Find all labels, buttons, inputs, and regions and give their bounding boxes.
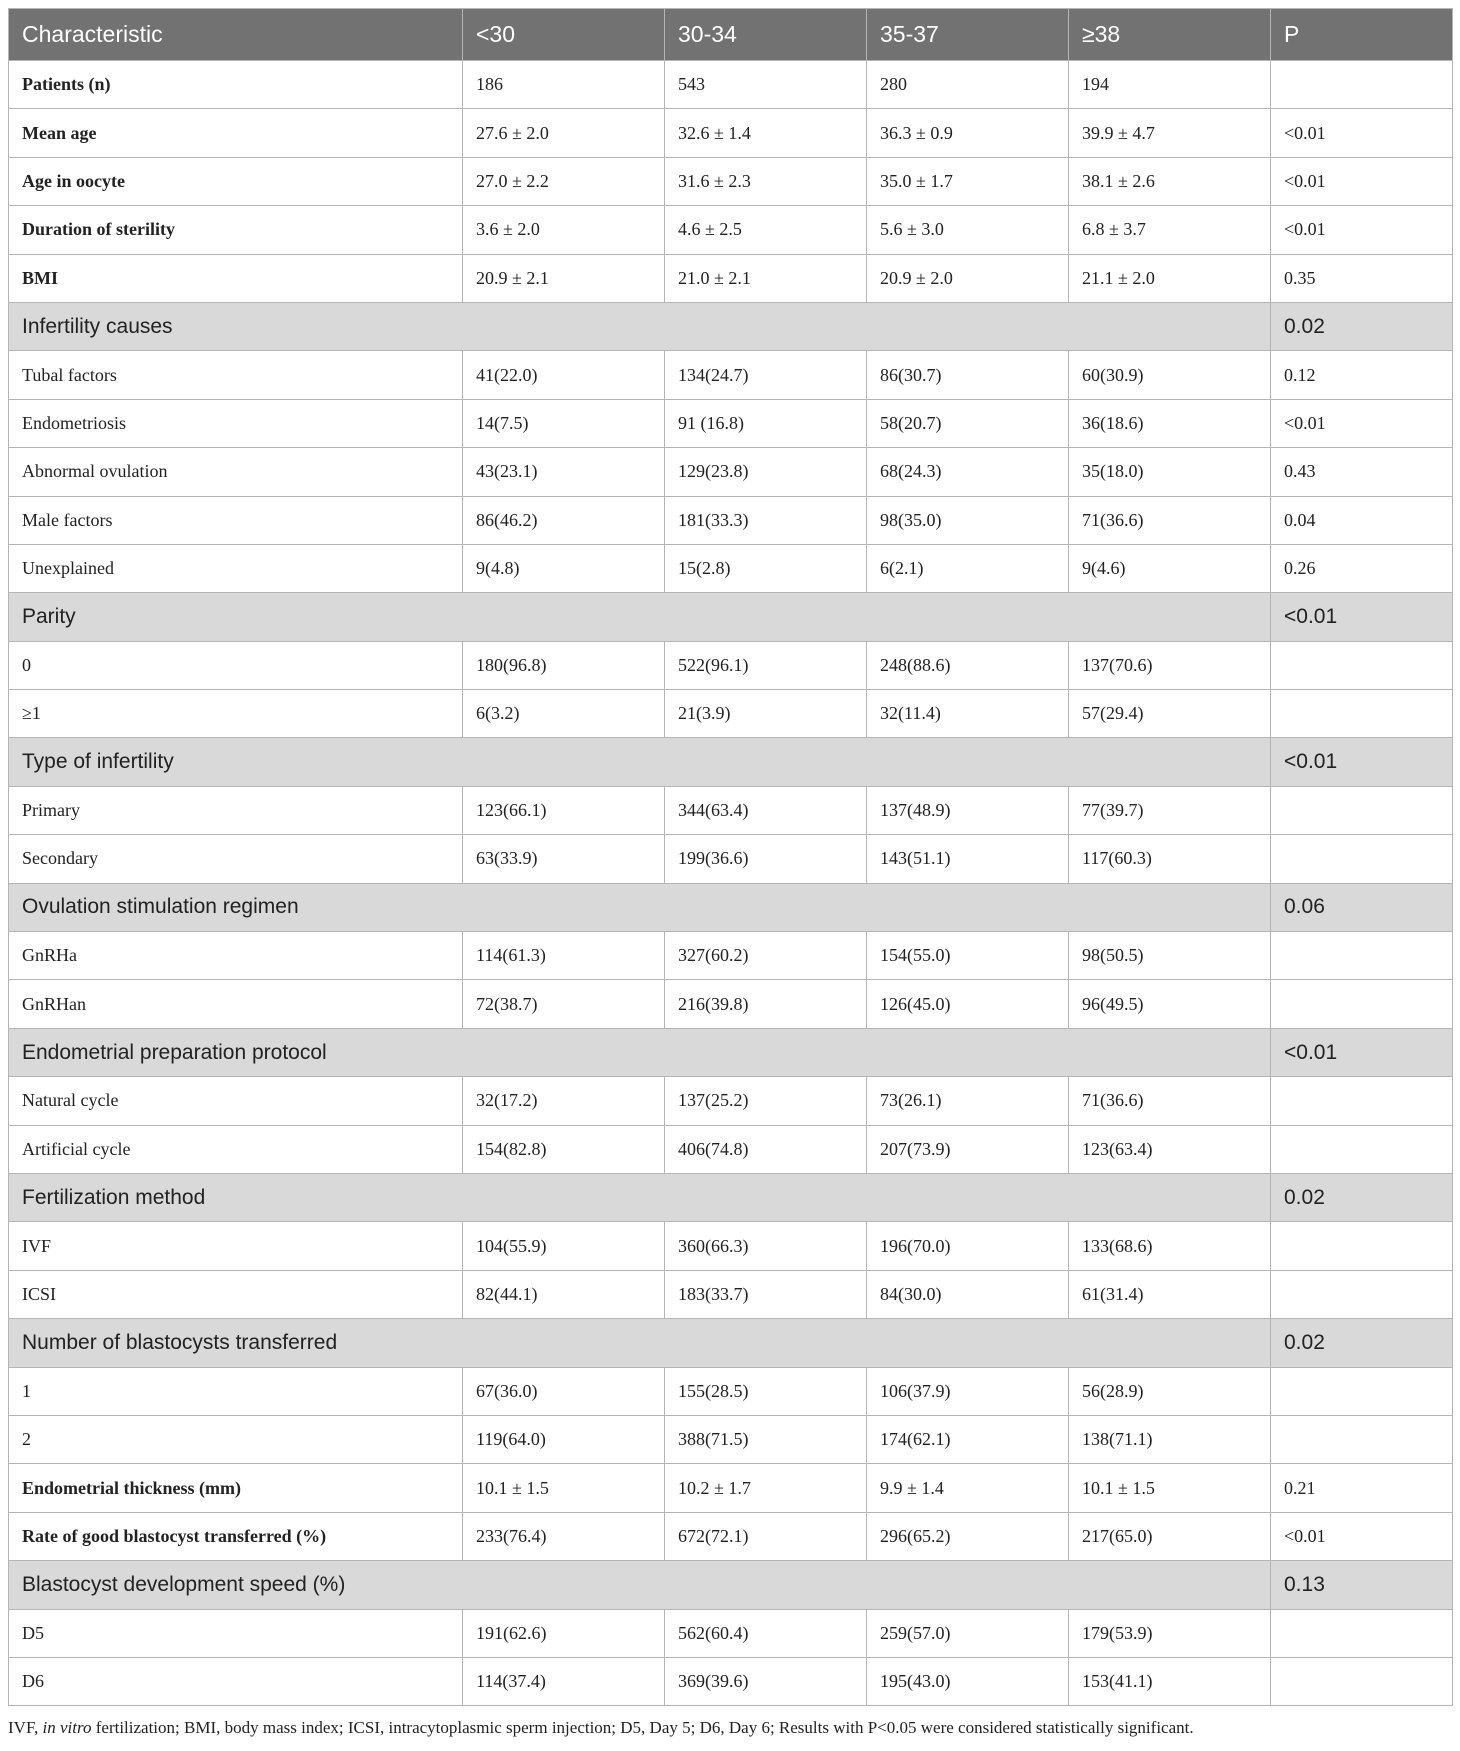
cell-value: 543 [665, 61, 867, 109]
table-header-row [9, 9, 1453, 61]
section-row [9, 883, 1453, 931]
row-label: IVF [9, 1222, 463, 1270]
cell-p-value: 0.26 [1271, 544, 1453, 592]
footnote-text-end: fertilization; BMI, body mass index; ICSI, intracytoplasmic sperm injection; D5, Day 5; D6, Day 6; Results with P<0.05 were considered statistically significant. [91, 1718, 1194, 1737]
cell-p-value: 0.12 [1271, 351, 1453, 399]
cell-value: 71(36.6) [1069, 496, 1271, 544]
cell-p-value [1271, 1415, 1453, 1463]
cell-value: 82(44.1) [463, 1270, 665, 1318]
section-p-value: 0.13 [1271, 1561, 1453, 1609]
cell-value: 36.3 ± 0.9 [867, 109, 1069, 157]
table-row [9, 1125, 1453, 1173]
table-row [9, 1609, 1453, 1657]
cell-p-value [1271, 835, 1453, 883]
cell-value: 9(4.6) [1069, 544, 1271, 592]
section-p-value: <0.01 [1271, 1028, 1453, 1076]
cell-value: 129(23.8) [665, 448, 867, 496]
cell-p-value [1271, 786, 1453, 834]
cell-p-value [1271, 1270, 1453, 1318]
cell-value: 58(20.7) [867, 399, 1069, 447]
table-row [9, 206, 1453, 254]
cell-value: 216(39.8) [665, 980, 867, 1028]
row-label: Secondary [9, 835, 463, 883]
cell-value: 134(24.7) [665, 351, 867, 399]
cell-value: 137(48.9) [867, 786, 1069, 834]
cell-p-value [1271, 980, 1453, 1028]
section-label: Number of blastocysts transferred [9, 1319, 1271, 1367]
cell-value: 186 [463, 61, 665, 109]
cell-value: 117(60.3) [1069, 835, 1271, 883]
section-p-value: 0.06 [1271, 883, 1453, 931]
section-row [9, 1173, 1453, 1221]
section-row [9, 593, 1453, 641]
cell-p-value [1271, 1222, 1453, 1270]
table-row [9, 496, 1453, 544]
cell-value: 21.1 ± 2.0 [1069, 254, 1271, 302]
cell-value: 248(88.6) [867, 641, 1069, 689]
cell-p-value [1271, 932, 1453, 980]
cell-value: 217(65.0) [1069, 1512, 1271, 1560]
cell-value: 10.1 ± 1.5 [1069, 1464, 1271, 1512]
cell-value: 21.0 ± 2.1 [665, 254, 867, 302]
footnote-text-start: IVF, [8, 1718, 43, 1737]
table-row [9, 61, 1453, 109]
cell-value: 360(66.3) [665, 1222, 867, 1270]
row-label: GnRHa [9, 932, 463, 980]
table-row [9, 109, 1453, 157]
cell-value: 119(64.0) [463, 1415, 665, 1463]
cell-value: 388(71.5) [665, 1415, 867, 1463]
cell-value: 123(66.1) [463, 786, 665, 834]
cell-p-value [1271, 1609, 1453, 1657]
table-row [9, 1512, 1453, 1560]
section-label: Parity [9, 593, 1271, 641]
row-label: 2 [9, 1415, 463, 1463]
table-body [9, 61, 1453, 1706]
cell-value: 154(82.8) [463, 1125, 665, 1173]
cell-p-value [1271, 1077, 1453, 1125]
cell-value: 6(2.1) [867, 544, 1069, 592]
cell-p-value: 0.35 [1271, 254, 1453, 302]
cell-value: 6.8 ± 3.7 [1069, 206, 1271, 254]
cell-value: 259(57.0) [867, 1609, 1069, 1657]
cell-value: 39.9 ± 4.7 [1069, 109, 1271, 157]
cell-p-value: 0.21 [1271, 1464, 1453, 1512]
cell-value: 63(33.9) [463, 835, 665, 883]
header-age-under-30: <30 [463, 9, 665, 61]
section-label: Infertility causes [9, 302, 1271, 350]
table-row [9, 1657, 1453, 1705]
cell-p-value: <0.01 [1271, 1512, 1453, 1560]
table-row [9, 690, 1453, 738]
section-p-value: <0.01 [1271, 738, 1453, 786]
cell-p-value [1271, 1125, 1453, 1173]
row-label: Age in oocyte [9, 157, 463, 205]
section-row [9, 302, 1453, 350]
table-row [9, 254, 1453, 302]
header-characteristic: Characteristic [9, 9, 463, 61]
section-row [9, 1028, 1453, 1076]
cell-value: 5.6 ± 3.0 [867, 206, 1069, 254]
cell-value: 181(33.3) [665, 496, 867, 544]
cell-value: 183(33.7) [665, 1270, 867, 1318]
row-label: 0 [9, 641, 463, 689]
table-row [9, 835, 1453, 883]
cell-value: 106(37.9) [867, 1367, 1069, 1415]
cell-p-value [1271, 1657, 1453, 1705]
cell-value: 10.2 ± 1.7 [665, 1464, 867, 1512]
row-label: Primary [9, 786, 463, 834]
row-label: 1 [9, 1367, 463, 1415]
cell-value: 207(73.9) [867, 1125, 1069, 1173]
cell-value: 196(70.0) [867, 1222, 1069, 1270]
cell-value: 35(18.0) [1069, 448, 1271, 496]
table-row [9, 448, 1453, 496]
row-label: Mean age [9, 109, 463, 157]
row-label: D5 [9, 1609, 463, 1657]
cell-value: 9(4.8) [463, 544, 665, 592]
table-row [9, 1367, 1453, 1415]
table-row [9, 157, 1453, 205]
row-label: ICSI [9, 1270, 463, 1318]
row-label: D6 [9, 1657, 463, 1705]
cell-value: 60(30.9) [1069, 351, 1271, 399]
cell-p-value: <0.01 [1271, 157, 1453, 205]
cell-value: 96(49.5) [1069, 980, 1271, 1028]
cell-value: 9.9 ± 1.4 [867, 1464, 1069, 1512]
table-row [9, 1464, 1453, 1512]
cell-value: 199(36.6) [665, 835, 867, 883]
cell-value: 280 [867, 61, 1069, 109]
cell-value: 86(46.2) [463, 496, 665, 544]
cell-value: 57(29.4) [1069, 690, 1271, 738]
cell-value: 32.6 ± 1.4 [665, 109, 867, 157]
cell-value: 36(18.6) [1069, 399, 1271, 447]
table-row [9, 1415, 1453, 1463]
cell-value: 562(60.4) [665, 1609, 867, 1657]
cell-value: 20.9 ± 2.0 [867, 254, 1069, 302]
cell-value: 296(65.2) [867, 1512, 1069, 1560]
cell-p-value [1271, 1367, 1453, 1415]
cell-value: 84(30.0) [867, 1270, 1069, 1318]
table-row [9, 1270, 1453, 1318]
cell-value: 67(36.0) [463, 1367, 665, 1415]
cell-value: 98(50.5) [1069, 932, 1271, 980]
footnote-italic-term: in vitro [42, 1718, 92, 1737]
cell-value: 20.9 ± 2.1 [463, 254, 665, 302]
cell-value: 123(63.4) [1069, 1125, 1271, 1173]
header-p-value: P [1271, 9, 1453, 61]
cell-value: 72(38.7) [463, 980, 665, 1028]
cell-value: 98(35.0) [867, 496, 1069, 544]
table-row [9, 786, 1453, 834]
cell-value: 344(63.4) [665, 786, 867, 834]
cell-value: 233(76.4) [463, 1512, 665, 1560]
table-row [9, 1222, 1453, 1270]
row-label: Endometriosis [9, 399, 463, 447]
cell-value: 672(72.1) [665, 1512, 867, 1560]
cell-value: 14(7.5) [463, 399, 665, 447]
cell-value: 35.0 ± 1.7 [867, 157, 1069, 205]
cell-p-value: <0.01 [1271, 206, 1453, 254]
cell-value: 4.6 ± 2.5 [665, 206, 867, 254]
cell-value: 126(45.0) [867, 980, 1069, 1028]
row-label: Abnormal ovulation [9, 448, 463, 496]
section-row [9, 1561, 1453, 1609]
section-label: Endometrial preparation protocol [9, 1028, 1271, 1076]
row-label: Natural cycle [9, 1077, 463, 1125]
table-row [9, 351, 1453, 399]
cell-value: 77(39.7) [1069, 786, 1271, 834]
cell-value: 32(17.2) [463, 1077, 665, 1125]
cell-value: 153(41.1) [1069, 1657, 1271, 1705]
table-row [9, 980, 1453, 1028]
header-age-35-37: 35-37 [867, 9, 1069, 61]
section-p-value: 0.02 [1271, 1173, 1453, 1221]
cell-value: 86(30.7) [867, 351, 1069, 399]
table-row [9, 544, 1453, 592]
cell-value: 61(31.4) [1069, 1270, 1271, 1318]
section-p-value: 0.02 [1271, 302, 1453, 350]
cell-p-value: 0.43 [1271, 448, 1453, 496]
cell-value: 180(96.8) [463, 641, 665, 689]
row-label: Rate of good blastocyst transferred (%) [9, 1512, 463, 1560]
table-footnote [8, 1718, 1452, 1738]
row-label: ≥1 [9, 690, 463, 738]
row-label: GnRHan [9, 980, 463, 1028]
cell-value: 406(74.8) [665, 1125, 867, 1173]
row-label: Duration of sterility [9, 206, 463, 254]
row-label: Tubal factors [9, 351, 463, 399]
cell-p-value [1271, 641, 1453, 689]
cell-value: 10.1 ± 1.5 [463, 1464, 665, 1512]
cell-value: 369(39.6) [665, 1657, 867, 1705]
cell-value: 56(28.9) [1069, 1367, 1271, 1415]
section-row [9, 738, 1453, 786]
row-label: Unexplained [9, 544, 463, 592]
cell-value: 138(71.1) [1069, 1415, 1271, 1463]
baseline-characteristics-table [8, 8, 1453, 1706]
cell-value: 137(25.2) [665, 1077, 867, 1125]
row-label: Artificial cycle [9, 1125, 463, 1173]
cell-value: 104(55.9) [463, 1222, 665, 1270]
row-label: Patients (n) [9, 61, 463, 109]
cell-value: 73(26.1) [867, 1077, 1069, 1125]
cell-value: 43(23.1) [463, 448, 665, 496]
row-label: Endometrial thickness (mm) [9, 1464, 463, 1512]
cell-p-value [1271, 690, 1453, 738]
cell-p-value: <0.01 [1271, 109, 1453, 157]
cell-value: 155(28.5) [665, 1367, 867, 1415]
cell-value: 174(62.1) [867, 1415, 1069, 1463]
cell-value: 71(36.6) [1069, 1077, 1271, 1125]
cell-value: 522(96.1) [665, 641, 867, 689]
cell-value: 38.1 ± 2.6 [1069, 157, 1271, 205]
cell-value: 32(11.4) [867, 690, 1069, 738]
cell-value: 133(68.6) [1069, 1222, 1271, 1270]
table-row [9, 932, 1453, 980]
cell-value: 195(43.0) [867, 1657, 1069, 1705]
cell-value: 143(51.1) [867, 835, 1069, 883]
section-p-value: 0.02 [1271, 1319, 1453, 1367]
cell-value: 41(22.0) [463, 351, 665, 399]
cell-p-value [1271, 61, 1453, 109]
cell-p-value: 0.04 [1271, 496, 1453, 544]
cell-value: 6(3.2) [463, 690, 665, 738]
cell-value: 114(37.4) [463, 1657, 665, 1705]
row-label: BMI [9, 254, 463, 302]
section-label: Ovulation stimulation regimen [9, 883, 1271, 931]
table-row [9, 1077, 1453, 1125]
cell-value: 191(62.6) [463, 1609, 665, 1657]
cell-p-value: <0.01 [1271, 399, 1453, 447]
section-label: Fertilization method [9, 1173, 1271, 1221]
header-age-30-34: 30-34 [665, 9, 867, 61]
cell-value: 179(53.9) [1069, 1609, 1271, 1657]
cell-value: 27.6 ± 2.0 [463, 109, 665, 157]
section-label: Type of infertility [9, 738, 1271, 786]
cell-value: 31.6 ± 2.3 [665, 157, 867, 205]
cell-value: 91 (16.8) [665, 399, 867, 447]
section-row [9, 1319, 1453, 1367]
section-label: Blastocyst development speed (%) [9, 1561, 1271, 1609]
cell-value: 21(3.9) [665, 690, 867, 738]
cell-value: 15(2.8) [665, 544, 867, 592]
section-p-value: <0.01 [1271, 593, 1453, 641]
cell-value: 137(70.6) [1069, 641, 1271, 689]
cell-value: 114(61.3) [463, 932, 665, 980]
cell-value: 194 [1069, 61, 1271, 109]
header-age-38-plus: ≥38 [1069, 9, 1271, 61]
cell-value: 27.0 ± 2.2 [463, 157, 665, 205]
cell-value: 327(60.2) [665, 932, 867, 980]
cell-value: 3.6 ± 2.0 [463, 206, 665, 254]
cell-value: 68(24.3) [867, 448, 1069, 496]
table-row [9, 641, 1453, 689]
cell-value: 154(55.0) [867, 932, 1069, 980]
row-label: Male factors [9, 496, 463, 544]
table-row [9, 399, 1453, 447]
